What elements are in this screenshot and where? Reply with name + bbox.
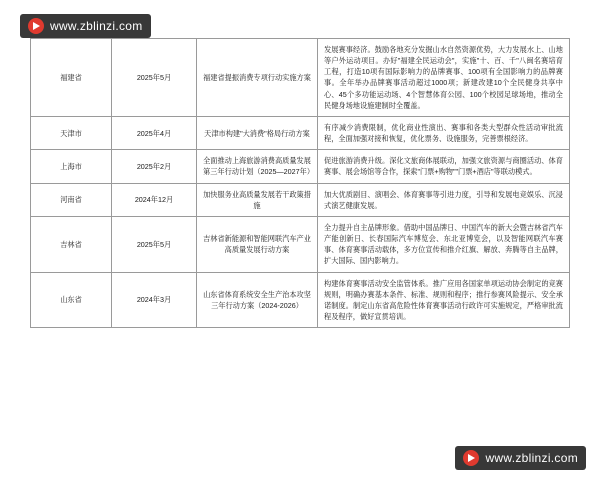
cell-policy: 天津市构建"大消费"格局行动方案 [197, 116, 318, 149]
cell-date: 2025年2月 [112, 150, 197, 183]
cell-date: 2025年4月 [112, 116, 197, 149]
watermark-text: www.zblinzi.com [50, 19, 143, 33]
watermark-text: www.zblinzi.com [485, 451, 578, 465]
cell-policy: 山东省体育系统安全生产治本攻坚三年行动方案（2024-2026） [197, 272, 318, 328]
cell-detail: 全力提升自主品牌形象。借助中国品牌日、中国汽车的新大会暨吉林省汽车产能创新日、长春国际汽车博览会、东北亚博览会，以及智能网联汽车赛事、体育赛事活动载体，多方位宣传和推介红旗、解放、奔腾等自主品牌，扩大国际、国内影响力。 [318, 216, 570, 272]
cell-detail: 有序减少消费限制，优化商业性演出、赛事和各类大型群众性活动审批流程，全面加强对接和恢复，优化票务、设施服务，完善票根经济。 [318, 116, 570, 149]
policy-table [30, 38, 570, 328]
cell-region: 吉林省 [31, 216, 112, 272]
play-circle-icon [28, 18, 44, 34]
cell-date: 2025年5月 [112, 216, 197, 272]
cell-policy: 加快服务业高质量发展若干政策措施 [197, 183, 318, 216]
play-circle-icon [463, 450, 479, 466]
cell-detail: 促进旅游消费升级。深化文旅商体展联动，加强文旅资源与商圈活动、体育赛事、展会场馆等合作，探索"门票+购物""门票+酒店"等联动模式。 [318, 150, 570, 183]
cell-detail: 加大优质剧目、演唱会、体育赛事等引进力度，引导和发展电竞娱乐、沉浸式演艺健康发展。 [318, 183, 570, 216]
cell-policy: 吉林省新能源和智能网联汽车产业高质量发展行动方案 [197, 216, 318, 272]
cell-policy: 全面推动上海旅游消费高质量发展第三年行动计划（2025—2027年） [197, 150, 318, 183]
cell-detail: 发展赛事经济。鼓励各地充分发掘山水自然资源优势，大力发展水上、山地等户外运动项目。办好"福建全民运动会"，实施"十、百、千"八闽名赛培育工程，打造10项有国际影响力的品牌赛事、100项有全国影响力的品牌赛事。全年举办品牌赛事活动超过1000项；新建改建10个全民健身共享中心、45个多功能运动场、4个智慧体育公园、100个校园足球场地，推动全民健身场地设施建制时全覆盖。 [318, 39, 570, 117]
table-row [31, 150, 570, 183]
policy-table-body [31, 39, 570, 328]
cell-date: 2025年5月 [112, 39, 197, 117]
cell-region: 山东省 [31, 272, 112, 328]
cell-detail: 构建体育赛事活动安全监管体系。推广应用各国家单项运动协会制定的竞赛规则，明确办赛基本条件、标准、规则和程序；推行参赛风险提示、安全承诺制度。制定山东省高危险性体育赛事活动行政许可实施规定，严格审批流程及程序，做好宣贯培训。 [318, 272, 570, 328]
table-row [31, 183, 570, 216]
watermark-top-left [20, 14, 151, 38]
table-row [31, 116, 570, 149]
policy-table-container [30, 38, 570, 328]
cell-date: 2024年12月 [112, 183, 197, 216]
table-row [31, 272, 570, 328]
cell-region: 天津市 [31, 116, 112, 149]
cell-policy: 福建省提振消费专项行动实施方案 [197, 39, 318, 117]
table-row [31, 39, 570, 117]
cell-date: 2024年3月 [112, 272, 197, 328]
table-row [31, 216, 570, 272]
cell-region: 上海市 [31, 150, 112, 183]
cell-region: 河南省 [31, 183, 112, 216]
cell-region: 福建省 [31, 39, 112, 117]
watermark-bottom-right [455, 446, 586, 470]
